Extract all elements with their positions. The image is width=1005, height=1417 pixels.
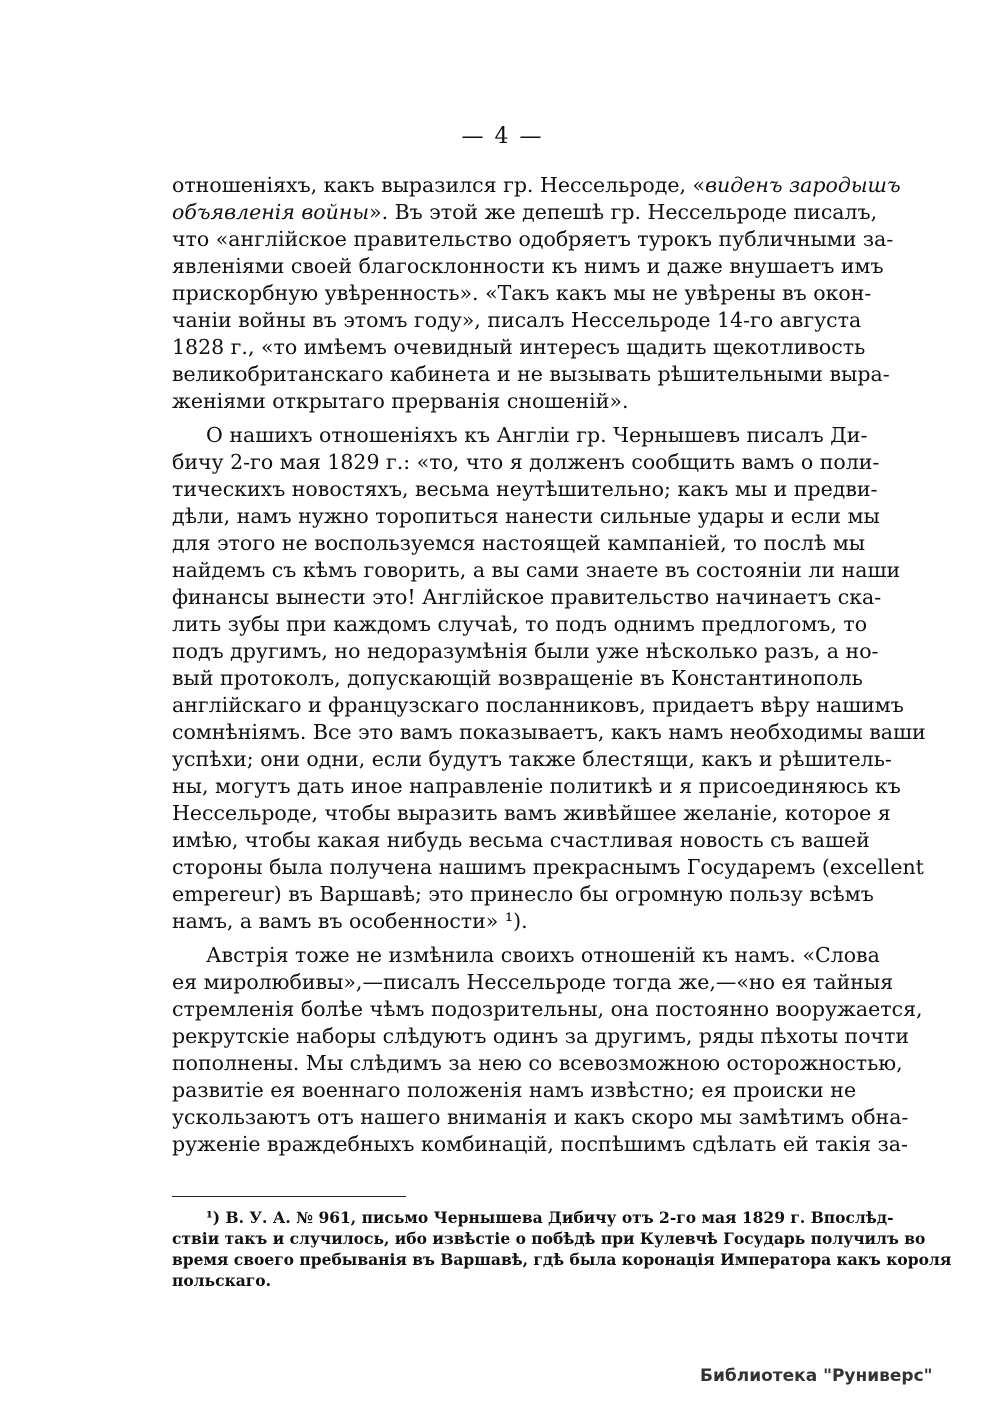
footnote-line: ¹) В. У. А. № 961, письмо Чернышева Дибичу отъ 2-го мая 1829 г. Впослѣд- [206, 1208, 894, 1227]
text-run: имѣю, чтобы какая нибудь весьма счастливая новость съ вашей [172, 828, 870, 852]
text-line [172, 942, 880, 969]
footnotes [172, 1207, 952, 1291]
text-line [172, 746, 892, 773]
text-run: О нашихъ отношеніяхъ къ Англіи гр. Чернышевъ писалъ Ди- [206, 423, 868, 447]
text-line [172, 199, 878, 226]
text-run: стороны была получена нашимъ прекраснымъ Государемъ (excellent [172, 855, 924, 879]
page-number: — 4 — [461, 124, 544, 149]
paragraph-gap [172, 415, 837, 422]
footnote-line: время своего пребыванія въ Варшавѣ, гдѣ была коронація Императора какъ короля [172, 1250, 952, 1269]
text-line [172, 800, 891, 827]
text-line [172, 172, 901, 199]
text-run: ускользаютъ отъ нашего вниманія и какъ скоро мы замѣтимъ обна- [172, 1105, 909, 1129]
text-run: найдемъ съ кѣмъ говорить, а вы сами знаете въ состояніи ли наши [172, 558, 901, 582]
text-run: прискорбную увѣренность». «Такъ какъ мы не увѣрены въ окон- [172, 281, 872, 305]
text-line [172, 361, 890, 388]
body-text [172, 172, 926, 1158]
text-run: подъ другимъ, но недоразумѣнія были уже нѣсколько разъ, а но- [172, 639, 879, 663]
text-run: empereur) въ Варшавѣ; это принесло бы огромную пользу всѣмъ [172, 882, 874, 906]
text-line [172, 307, 862, 334]
text-line [172, 422, 868, 449]
text-line [172, 969, 894, 996]
text-line [172, 449, 880, 476]
text-line [172, 584, 882, 611]
text-line [172, 1077, 857, 1104]
text-line [172, 1131, 908, 1158]
paragraph-gap [172, 935, 837, 942]
text-run: намъ, а вамъ въ особенности» ¹). [172, 909, 528, 933]
text-run: отношеніяхъ, какъ выразился гр. Нессельроде, « [172, 173, 706, 197]
text-run: руженіе враждебныхъ комбинацій, поспѣшимъ сдѣлать ей такія за- [172, 1132, 908, 1156]
text-line [172, 503, 880, 530]
text-run: что «англійское правительство одобряетъ турокъ публичными за- [172, 227, 894, 251]
text-run: бичу 2-го мая 1829 г.: «то, что я долженъ сообщить вамъ о поли- [172, 450, 880, 474]
text-run: стремленія болѣе чѣмъ подозрительны, она постоянно вооружается, [172, 997, 923, 1021]
text-run: вый протоколъ, допускающій возвращеніе въ Константинополь [172, 666, 863, 690]
text-line [172, 719, 926, 746]
paragraph [172, 942, 923, 1158]
text-run: чаніи войны въ этомъ году», писалъ Нессельроде 14-го августа [172, 308, 862, 332]
text-line [172, 557, 901, 584]
text-run: дѣли, намъ нужно торопиться нанести сильные удары и если мы [172, 504, 880, 528]
text-run: женіями открытаго прерванія сношеній». [172, 389, 629, 413]
text-line [172, 611, 868, 638]
text-run: ны, могутъ дать иное направленіе политикѣ и я присоединяюсь къ [172, 774, 901, 798]
italic-text: виденъ зародышъ [705, 173, 901, 197]
text-line [172, 827, 870, 854]
text-run: для этого не воспользуемся настоящей кампаніей, то послѣ мы [172, 531, 866, 555]
text-line [172, 1050, 903, 1077]
text-line [172, 530, 866, 557]
text-run: 1828 г., «то имѣемъ очевидный интересъ щадить щекотливость [172, 335, 866, 359]
text-line [172, 226, 894, 253]
text-line [172, 253, 884, 280]
text-line [172, 1104, 909, 1131]
text-line [172, 881, 874, 908]
footnote-line: польскаго. [172, 1271, 272, 1290]
text-run: явленіями своей благосклонности къ нимъ и даже внушаетъ имъ [172, 254, 884, 278]
footnote-line: ствіи такъ и случилось, ибо извѣстіе о побѣдѣ при Кулевчѣ Государь получилъ во [172, 1229, 926, 1248]
text-line [172, 665, 863, 692]
text-run: пополнены. Мы слѣдимъ за нею со всевозможною осторожностью, [172, 1051, 903, 1075]
text-line [172, 388, 837, 415]
text-run: успѣхи; они одни, если будутъ также блестящи, какъ и рѣшитель- [172, 747, 892, 771]
text-run: финансы вынести это! Англійское правительство начинаетъ ска- [172, 585, 882, 609]
text-line [172, 908, 837, 935]
text-run: Австрія тоже не измѣнила своихъ отношеній къ намъ. «Слова [206, 943, 880, 967]
text-run: лить зубы при каждомъ случаѣ, то подъ однимъ предлогомъ, то [172, 612, 868, 636]
text-line [172, 773, 901, 800]
text-run: ». Въ этой же депешѣ гр. Нессельроде писалъ, [369, 200, 878, 224]
library-watermark: Библиотека "Руниверс" [700, 1366, 933, 1386]
text-line [172, 638, 879, 665]
text-line [172, 996, 923, 1023]
text-run: великобританскаго кабинета и не вызывать рѣшительными выра- [172, 362, 890, 386]
text-run: сомнѣніямъ. Все это вамъ показываетъ, какъ намъ необходимы ваши [172, 720, 926, 744]
text-line [172, 1023, 910, 1050]
text-run: Нессельроде, чтобы выразить вамъ живѣйшее желаніе, которое я [172, 801, 891, 825]
text-line [172, 692, 904, 719]
text-run: развитіе ея военнаго положенія намъ извѣстно; ея происки не [172, 1078, 857, 1102]
text-run: ея миролюбивы»,—писалъ Нессельроде тогда же,—«но ея тайныя [172, 970, 894, 994]
paragraph [172, 422, 926, 935]
paragraph [172, 172, 901, 415]
text-run: тическихъ новостяхъ, весьма неутѣшительно; какъ мы и предви- [172, 477, 878, 501]
text-line [172, 854, 924, 881]
text-line [172, 476, 878, 503]
footnote-divider [172, 1196, 406, 1197]
text-run: англійскаго и французскаго посланниковъ, придаетъ вѣру нашимъ [172, 693, 904, 717]
text-line [172, 334, 866, 361]
italic-text: объявленія войны [172, 200, 370, 224]
text-line [172, 280, 872, 307]
text-run: рекрутскіе наборы слѣдуютъ одинъ за другимъ, ряды пѣхоты почти [172, 1024, 910, 1048]
